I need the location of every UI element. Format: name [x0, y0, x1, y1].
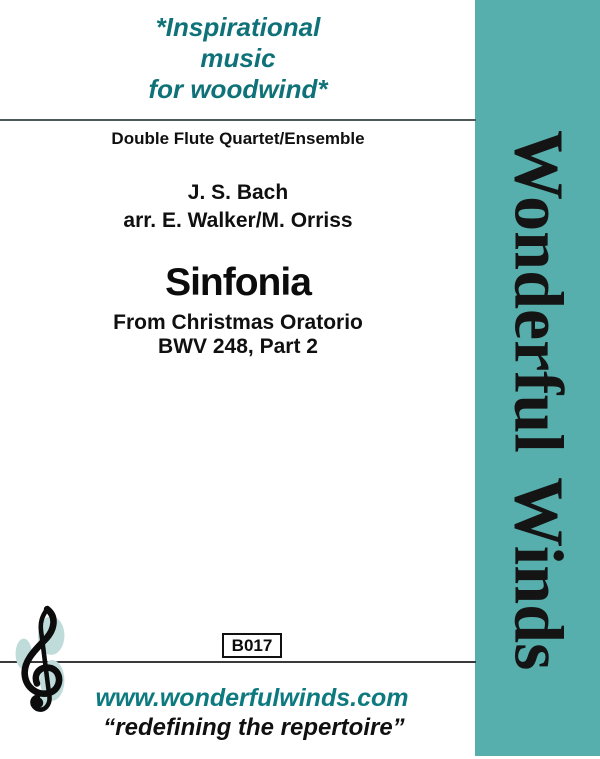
piece-title: Sinfonia	[165, 261, 311, 304]
composer-block	[0, 179, 476, 235]
top-divider-line	[0, 119, 476, 121]
slogan-text: “redefining the repertoire”	[103, 714, 405, 741]
bottom-divider-line	[0, 661, 476, 663]
website-link[interactable]: www.wonderfulwinds.com	[95, 684, 409, 712]
treble-clef-icon	[10, 603, 70, 715]
subtitle-line-2: BWV 248, Part 2	[158, 335, 318, 358]
tagline	[0, 12, 476, 105]
arranger-credit: arr. E. Walker/M. Orriss	[123, 209, 353, 232]
tagline-line-3: for woodwind*	[148, 74, 328, 104]
publisher-vertical-text: Wonderful Winds	[499, 130, 577, 671]
tagline-line-2: music	[200, 43, 276, 73]
catalog-number: B017	[231, 636, 273, 655]
publisher-band	[475, 0, 600, 756]
catalog-number-box	[222, 633, 282, 658]
ensemble-label: Double Flute Quartet/Ensemble	[111, 129, 365, 148]
piece-subtitle	[0, 311, 476, 359]
tagline-line-1: *Inspirational	[155, 12, 321, 42]
composer-name: J. S. Bach	[187, 181, 289, 204]
subtitle-line-1: From Christmas Oratorio	[113, 311, 363, 334]
